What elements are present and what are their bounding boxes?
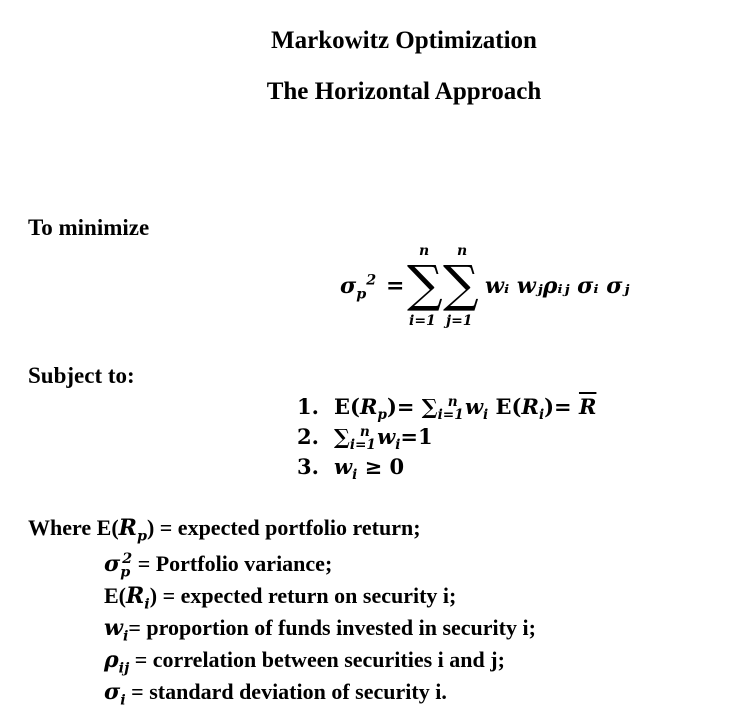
sum2-lower-limit: j=1 xyxy=(446,313,473,329)
definition-item xyxy=(104,676,536,708)
equals-sign: = xyxy=(386,273,405,299)
constraints-label: Subject to: xyxy=(28,363,135,388)
definition-symbol: $\sigma_p^2$ xyxy=(104,550,133,581)
constraint-expression: $E(R_p)= \sum_{i=1}^n$ $w_i$ $E(R_i)= \overline{R}$ xyxy=(334,394,597,424)
definition-text: = standard deviation of security i. xyxy=(125,679,447,704)
constraint-number: 3. xyxy=(297,454,319,479)
sum1-upper-limit: n xyxy=(419,243,430,259)
definition-symbol: $\sigma_i$ xyxy=(104,679,126,709)
definition-where-line xyxy=(28,515,421,545)
definition-symbol: $\rho_{ij}$ xyxy=(104,647,130,677)
definition-symbol: $E(R_i)$ xyxy=(104,583,158,613)
constraint-number: 2. xyxy=(297,424,319,449)
objective-terms: wᵢ wⱼρᵢⱼ σᵢ σⱼ xyxy=(485,273,630,299)
constraint-number: 1. xyxy=(297,394,319,419)
summation-icon: ∑ xyxy=(443,255,479,313)
constraint-expression: $\sum_{i=1}^n$ $w_i=1$ xyxy=(334,424,433,454)
definition-text: = expected portfolio return; xyxy=(154,515,421,540)
definition-symbol: $w_i$ xyxy=(104,615,129,645)
definition-text: = correlation between securities i and j; xyxy=(129,647,505,672)
definitions-list xyxy=(104,548,536,708)
definition-item xyxy=(104,580,536,612)
definition-text: = expected return on security i; xyxy=(157,583,457,608)
definition-text: = Portfolio variance; xyxy=(132,551,333,576)
definition-item xyxy=(104,612,536,644)
constraint-item xyxy=(297,392,596,422)
variance-symbol: $\sigma_p^2$ xyxy=(340,272,377,303)
definition-symbol: $E(R_p)$ xyxy=(96,515,155,545)
constraint-item xyxy=(297,422,596,452)
document-subtitle: The Horizontal Approach xyxy=(266,78,542,105)
constraint-expression: $w_i \ge 0$ xyxy=(334,454,405,484)
definition-text: = proportion of funds invested in security i; xyxy=(128,615,536,640)
constraint-item xyxy=(297,452,596,482)
sum1-lower-limit: i=1 xyxy=(409,313,436,329)
objective-label: To minimize xyxy=(28,215,150,240)
objective-formula xyxy=(340,243,650,335)
document-title: Markowitz Optimization xyxy=(271,27,537,54)
sum2-upper-limit: n xyxy=(457,243,468,259)
where-prefix: Where xyxy=(28,515,92,540)
definition-item xyxy=(104,548,536,580)
definition-item xyxy=(104,644,536,676)
constraints-list xyxy=(297,392,596,482)
summation-icon: ∑ xyxy=(407,255,443,313)
